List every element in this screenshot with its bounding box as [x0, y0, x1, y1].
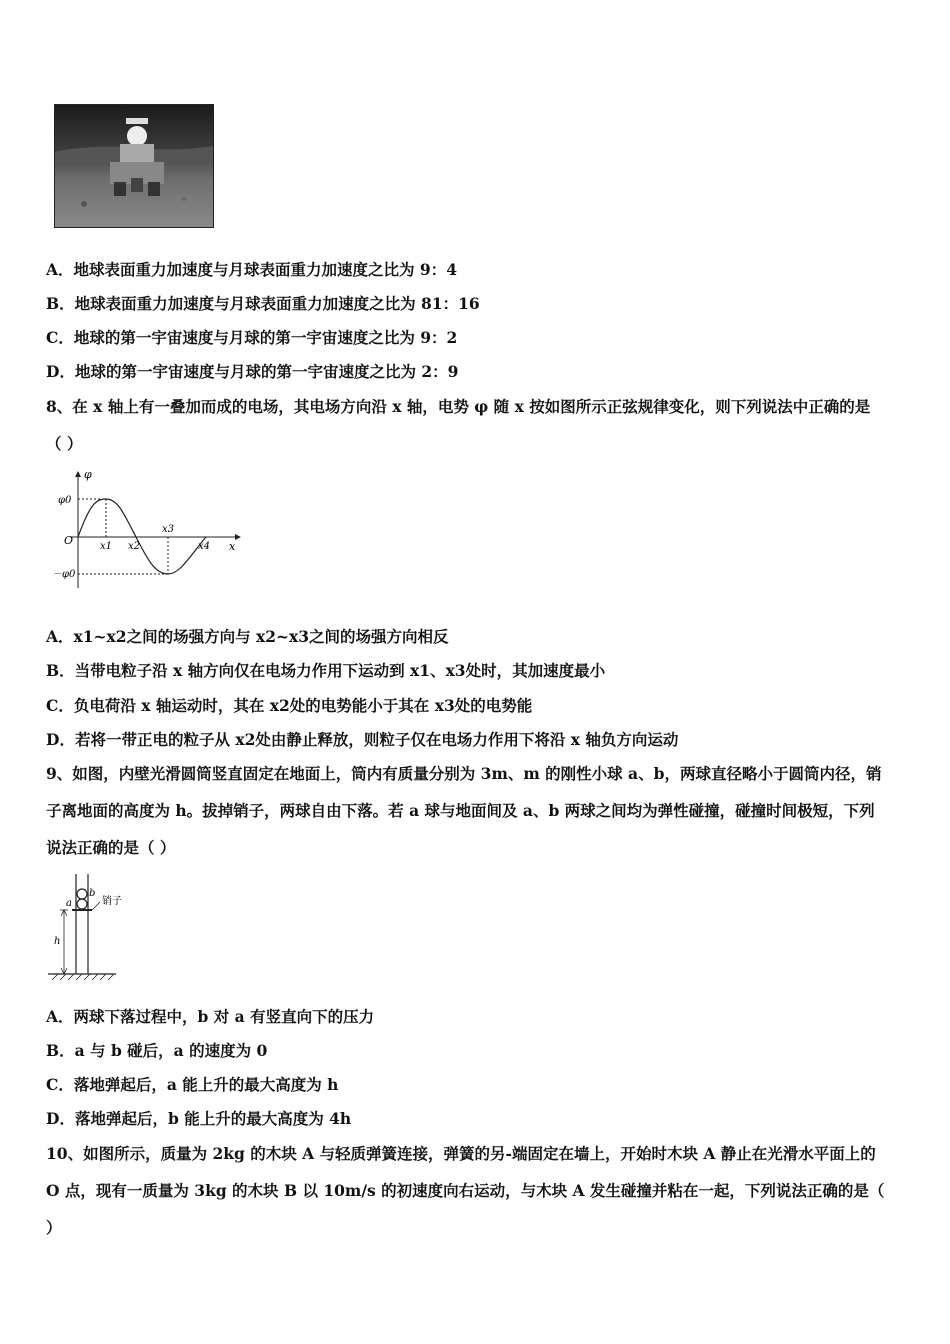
q9-ball-a — [77, 899, 87, 909]
q9-label-pin: 销子 — [102, 896, 122, 907]
q9-label-b: b — [89, 888, 96, 899]
q8-option-b: B．当带电粒子沿 x 轴方向仅在电场力作用下运动到 x1、x3处时，其加速度最小 — [46, 661, 606, 680]
q9-option-d: D．落地弹起后，b 能上升的最大高度为 4h — [46, 1109, 352, 1128]
q8-option-a: A．x1~x2之间的场强方向与 x2~x3之间的场强方向相反 — [46, 627, 449, 646]
q9-stem-line1: 9、如图，内壁光滑圆筒竖直固定在地面上，筒内有质量分别为 3m、m 的刚性小球 a、b，两球直径略小于圆筒内径，销 — [46, 764, 882, 783]
q9-tube-figure — [46, 870, 166, 982]
q10-stem-line3: ） — [46, 1218, 62, 1237]
q8-label-neg-phi0: －φ0 — [52, 569, 76, 580]
q8-stem-line1: 8、在 x 轴上有一叠加而成的电场，其电场方向沿 x 轴，电势 φ 随 x 按如图所示正弦规律变化，则下列说法中正确的是 — [46, 397, 871, 416]
q8-option-c: C．负电荷沿 x 轴运动时，其在 x2处的电势能小于其在 x3处的电势能 — [46, 696, 533, 715]
q8-stem-line2: （ ） — [46, 434, 83, 453]
q7-option-a: A．地球表面重力加速度与月球表面重力加速度之比为 9：4 — [46, 260, 457, 279]
q9-option-a: A．两球下落过程中，b 对 a 有竖直向下的压力 — [46, 1007, 375, 1026]
q7-option-d: D．地球的第一宇宙速度与月球的第一宇宙速度之比为 2：9 — [46, 362, 459, 381]
q8-label-phi0: φ0 — [58, 495, 72, 506]
q8-label-x: x — [229, 540, 236, 553]
q9-stem-line3: 说法正确的是（ ） — [46, 838, 176, 857]
lunar-rover-photo — [54, 104, 214, 228]
q9-ball-b — [77, 889, 87, 899]
q8-label-phi: φ — [84, 468, 92, 481]
q9-label-a: a — [66, 898, 72, 909]
q8-label-origin: O — [64, 534, 74, 547]
q7-option-b: B．地球表面重力加速度与月球表面重力加速度之比为 81：16 — [46, 294, 480, 313]
q9-pin-pointer — [92, 902, 100, 910]
q8-option-d: D．若将一带正电的粒子从 x2处由静止释放，则粒子仅在电场力作用下将沿 x 轴负方向运动 — [46, 730, 679, 749]
q9-stem-line2: 子离地面的高度为 h。拔掉销子，两球自由下落。若 a 球与地面间及 a、b 两球之间均为弹性碰撞，碰撞时间极短，下列 — [46, 801, 875, 820]
q8-label-x3: x3 — [162, 524, 175, 535]
q9-option-c: C．落地弹起后，a 能上升的最大高度为 h — [46, 1075, 339, 1094]
q8-label-x2: x2 — [128, 541, 141, 552]
q8-label-x4: x4 — [198, 541, 211, 552]
q8-potential-graph — [52, 464, 246, 594]
q7-option-c: C．地球的第一宇宙速度与月球的第一宇宙速度之比为 9：2 — [46, 328, 458, 347]
q8-label-x1: x1 — [100, 541, 113, 552]
q9-label-h: h — [54, 936, 61, 947]
q10-stem-line2: O 点，现有一质量为 3kg 的木块 B 以 10m/s 的初速度向右运动，与木块 A 发生碰撞并粘在一起，下列说法正确的是（ — [46, 1181, 885, 1200]
q10-stem-line1: 10、如图所示，质量为 2kg 的木块 A 与轻质弹簧连接，弹簧的另-端固定在墙上，开始时木块 A 静止在光滑水平面上的 — [46, 1144, 876, 1163]
q9-option-b: B．a 与 b 碰后，a 的速度为 0 — [46, 1041, 268, 1060]
